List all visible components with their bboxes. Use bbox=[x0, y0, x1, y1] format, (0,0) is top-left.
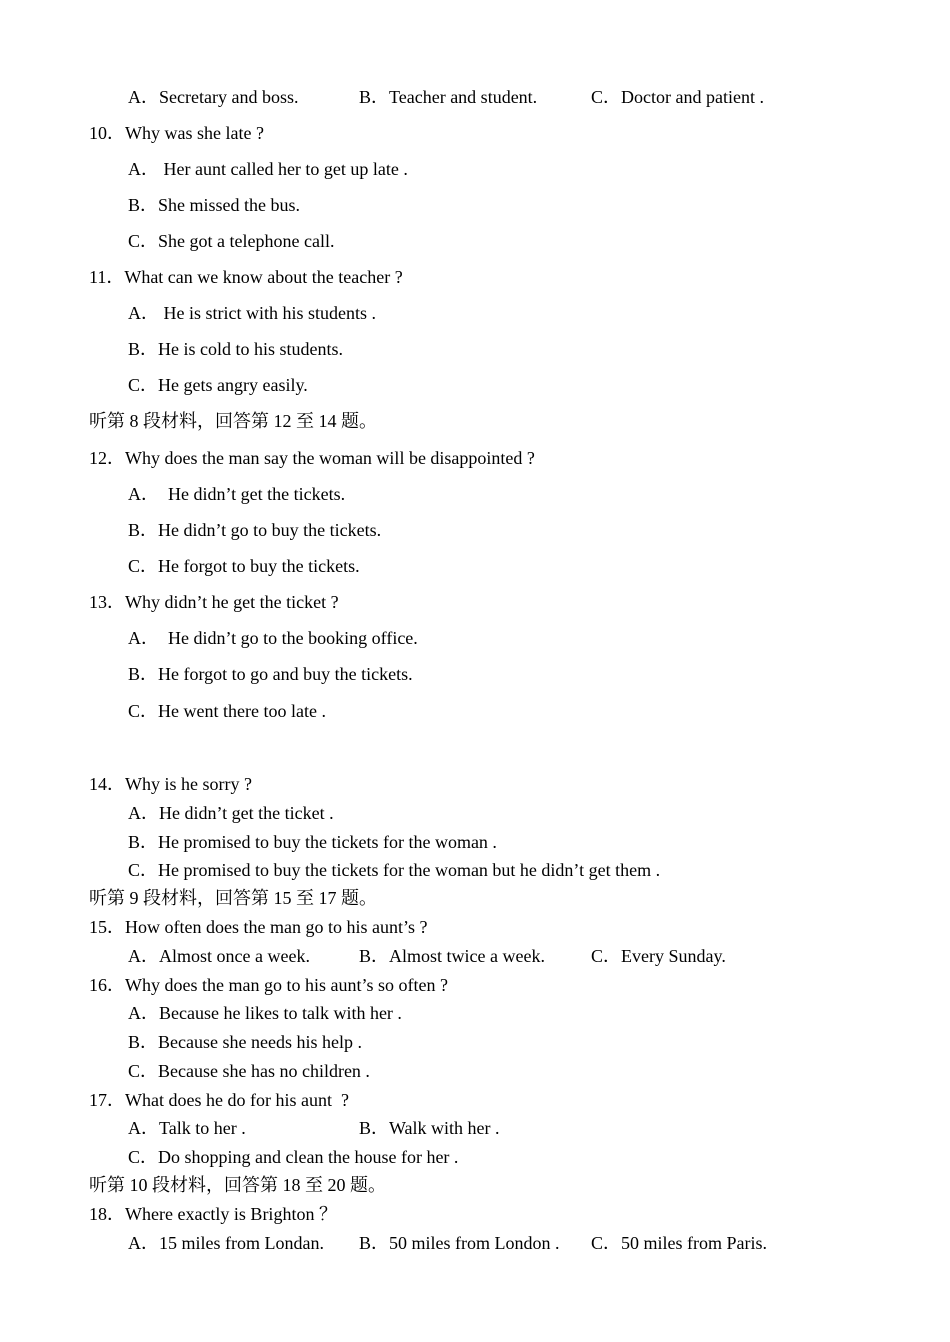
q9-option-b: B．Teacher and student. bbox=[359, 87, 538, 107]
q18-option-a: A．15 miles from Londan. bbox=[128, 1233, 324, 1253]
q14-option-b: B．He promised to buy the tickets for the woman . bbox=[128, 832, 497, 852]
question-13: 13．Why didn’t he get the ticket ? bbox=[89, 592, 339, 612]
question-15: 15．How often does the man go to his aunt’s ? bbox=[89, 917, 428, 937]
q12-option-c: C．He forgot to buy the tickets. bbox=[128, 556, 360, 576]
q16-option-b: B．Because she needs his help . bbox=[128, 1032, 362, 1052]
q11-option-c: C．He gets angry easily. bbox=[128, 375, 308, 395]
q13-option-a: A． He didn’t go to the booking office. bbox=[128, 628, 418, 648]
q11-option-a: A． He is strict with his students . bbox=[128, 303, 376, 323]
question-18: 18．Where exactly is Brighton ？ bbox=[89, 1204, 337, 1224]
q10-option-a: A． Her aunt called her to get up late . bbox=[128, 159, 408, 179]
question-12: 12．Why does the man say the woman will be disappointed ? bbox=[89, 448, 535, 468]
q10-option-b: B．She missed the bus. bbox=[128, 195, 301, 215]
q13-option-b: B．He forgot to go and buy the tickets. bbox=[128, 664, 413, 684]
q18-option-c: C．50 miles from Paris. bbox=[591, 1233, 767, 1253]
q14-option-a: A．He didn’t get the ticket . bbox=[128, 803, 334, 823]
q18-option-b: B．50 miles from London . bbox=[359, 1233, 560, 1253]
section-heading-10: 听第 10 段材料，回答第 18 至 20 题。 bbox=[89, 1175, 386, 1195]
q12-option-a: A． He didn’t get the tickets. bbox=[128, 484, 346, 504]
q11-option-b: B．He is cold to his students. bbox=[128, 339, 343, 359]
q16-option-c: C．Because she has no children . bbox=[128, 1061, 370, 1081]
section-heading-9: 听第 9 段材料，回答第 15 至 17 题。 bbox=[89, 888, 377, 908]
q12-option-b: B．He didn’t go to buy the tickets. bbox=[128, 520, 382, 540]
q15-option-b: B．Almost twice a week. bbox=[359, 946, 545, 966]
question-17: 17．What does he do for his aunt ? bbox=[89, 1090, 349, 1110]
q16-option-a: A．Because he likes to talk with her . bbox=[128, 1003, 402, 1023]
section-heading-8: 听第 8 段材料，回答第 12 至 14 题。 bbox=[89, 411, 377, 431]
q9-option-c: C．Doctor and patient . bbox=[591, 87, 764, 107]
q14-option-c: C．He promised to buy the tickets for the woman but he didn’t get them . bbox=[128, 860, 661, 880]
question-10: 10．Why was she late ? bbox=[89, 123, 264, 143]
q10-option-c: C．She got a telephone call. bbox=[128, 231, 335, 251]
q17-option-b: B．Walk with her . bbox=[359, 1118, 500, 1138]
q9-option-a: A．Secretary and boss. bbox=[128, 87, 299, 107]
question-16: 16．Why does the man go to his aunt’s so often ? bbox=[89, 975, 448, 995]
question-14: 14．Why is he sorry ? bbox=[89, 774, 252, 794]
q15-option-a: A．Almost once a week. bbox=[128, 946, 310, 966]
q17-option-a: A．Talk to her . bbox=[128, 1118, 246, 1138]
question-11: 11．What can we know about the teacher ? bbox=[89, 267, 403, 287]
q13-option-c: C．He went there too late . bbox=[128, 701, 326, 721]
q17-option-c: C．Do shopping and clean the house for her . bbox=[128, 1147, 459, 1167]
q15-option-c: C．Every Sunday. bbox=[591, 946, 726, 966]
